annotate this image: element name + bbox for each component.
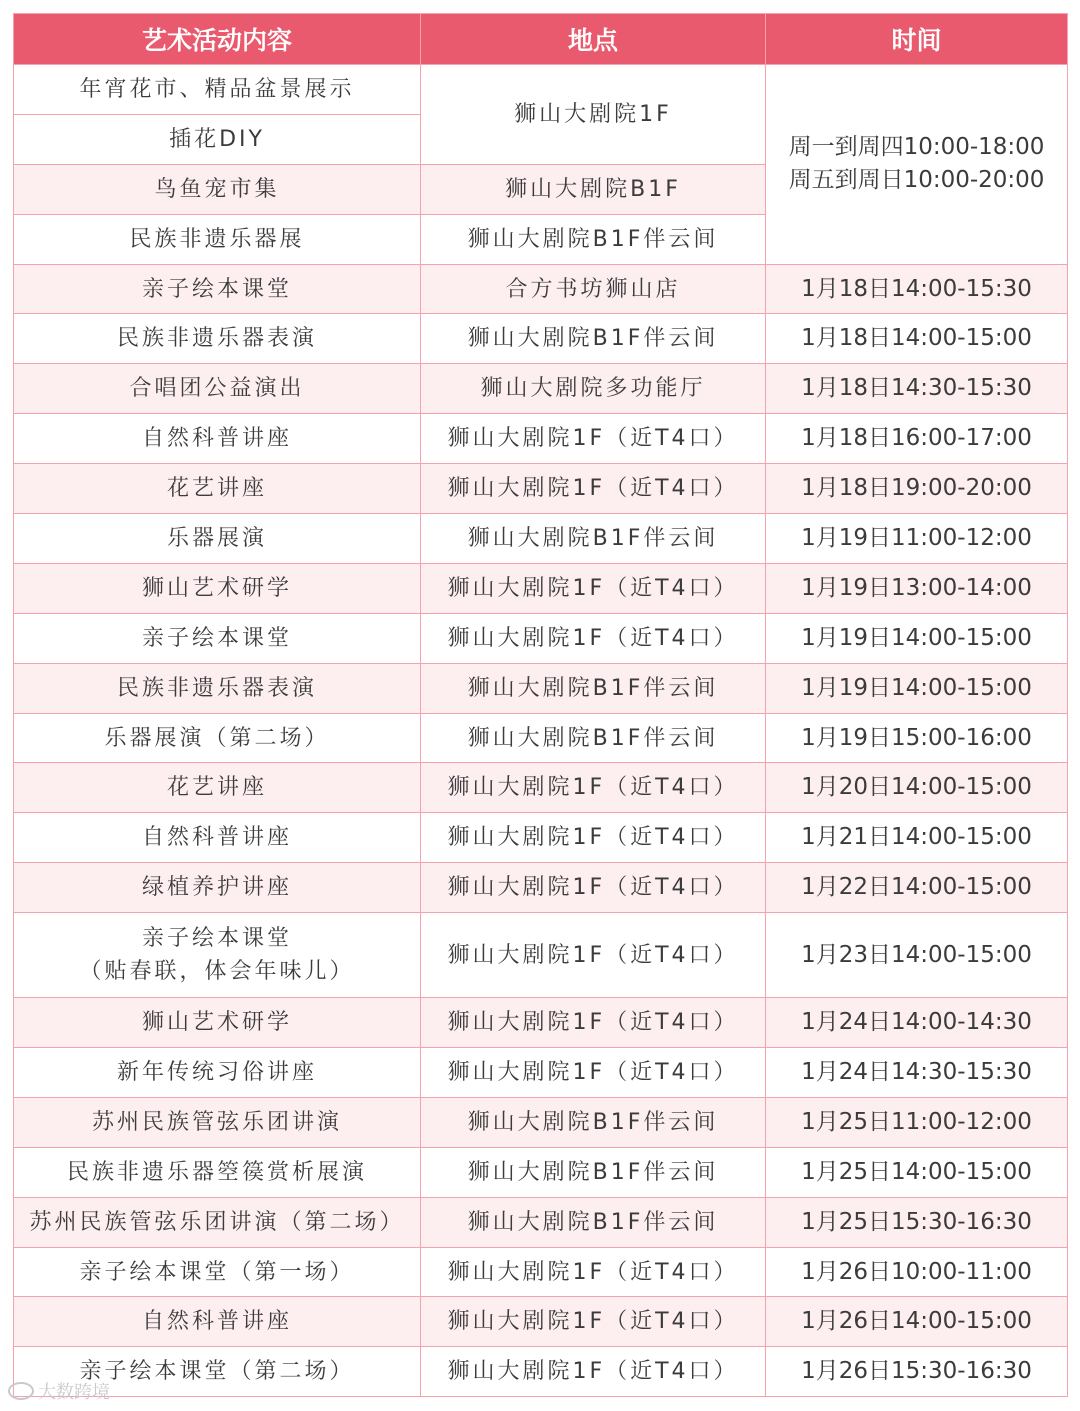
time-cell: 1月19日15:00-16:00 <box>766 713 1068 763</box>
location-cell: 狮山大剧院1F（近T4口） <box>421 563 766 613</box>
time-cell: 1月25日15:30-16:30 <box>766 1197 1068 1247</box>
table-row <box>14 1197 1068 1247</box>
activity-cell: 民族非遗乐器箜篌赏析展演 <box>14 1147 421 1197</box>
header-location: 地点 <box>421 14 766 65</box>
activity-schedule-table <box>13 13 1068 1397</box>
activity-cell: 插花DIY <box>14 114 421 164</box>
watermark <box>8 1378 110 1404</box>
activity-cell: 鸟鱼宠市集 <box>14 164 421 214</box>
table-row <box>14 1097 1068 1147</box>
time-cell: 1月19日14:00-15:00 <box>766 613 1068 663</box>
table-row <box>14 1247 1068 1297</box>
activity-cell: 乐器展演（第二场） <box>14 713 421 763</box>
table-row <box>14 913 1068 998</box>
location-cell: 狮山大剧院1F（近T4口） <box>421 1297 766 1347</box>
location-cell: 狮山大剧院B1F伴云间 <box>421 1097 766 1147</box>
location-cell: 狮山大剧院1F（近T4口） <box>421 414 766 464</box>
location-cell: 狮山大剧院B1F <box>421 164 766 214</box>
table-row <box>14 1048 1068 1098</box>
activity-cell: 年宵花市、精品盆景展示 <box>14 65 421 115</box>
time-cell: 1月24日14:00-14:30 <box>766 998 1068 1048</box>
watermark-text: 大数跨境 <box>38 1382 110 1403</box>
activity-line: 亲子绘本课堂 <box>141 926 292 952</box>
activity-cell: 新年传统习俗讲座 <box>14 1048 421 1098</box>
time-cell: 1月18日16:00-17:00 <box>766 414 1068 464</box>
table-row <box>14 813 1068 863</box>
activity-cell: 自然科普讲座 <box>14 1297 421 1347</box>
activity-cell: 狮山艺术研学 <box>14 998 421 1048</box>
table-row <box>14 364 1068 414</box>
schedule-sheet <box>13 13 1067 1397</box>
table-row <box>14 713 1068 763</box>
time-cell: 1月18日14:00-15:30 <box>766 264 1068 314</box>
time-line-weekday: 周一到周四10:00-18:00 <box>788 134 1045 161</box>
location-cell: 狮山大剧院1F <box>421 65 766 165</box>
header-time: 时间 <box>766 14 1068 65</box>
table-row <box>14 414 1068 464</box>
activity-cell: 民族非遗乐器展 <box>14 214 421 264</box>
table-row <box>14 314 1068 364</box>
activity-cell: 亲子绘本课堂（第二场） <box>14 1347 421 1397</box>
location-cell: 狮山大剧院1F（近T4口） <box>421 863 766 913</box>
location-cell: 合方书坊狮山店 <box>421 264 766 314</box>
activity-cell: 民族非遗乐器表演 <box>14 314 421 364</box>
table-row <box>14 264 1068 314</box>
activity-cell: 亲子绘本课堂（第一场） <box>14 1247 421 1297</box>
activity-cell: 花艺讲座 <box>14 464 421 514</box>
location-cell: 狮山大剧院B1F伴云间 <box>421 214 766 264</box>
location-cell: 狮山大剧院B1F伴云间 <box>421 663 766 713</box>
location-cell: 狮山大剧院1F（近T4口） <box>421 998 766 1048</box>
location-cell: 狮山大剧院1F（近T4口） <box>421 763 766 813</box>
table-row <box>14 1347 1068 1397</box>
activity-cell: 自然科普讲座 <box>14 414 421 464</box>
time-cell: 1月25日14:00-15:00 <box>766 1147 1068 1197</box>
activity-cell: 花艺讲座 <box>14 763 421 813</box>
location-cell: 狮山大剧院B1F伴云间 <box>421 1147 766 1197</box>
time-cell: 1月19日13:00-14:00 <box>766 563 1068 613</box>
table-row <box>14 563 1068 613</box>
time-cell: 1月25日11:00-12:00 <box>766 1097 1068 1147</box>
activity-cell: 自然科普讲座 <box>14 813 421 863</box>
time-cell: 1月26日15:30-16:30 <box>766 1347 1068 1397</box>
time-cell: 1月24日14:30-15:30 <box>766 1048 1068 1098</box>
activity-cell: 民族非遗乐器表演 <box>14 663 421 713</box>
table-row <box>14 863 1068 913</box>
table-row <box>14 464 1068 514</box>
activity-cell: 合唱团公益演出 <box>14 364 421 414</box>
location-cell: 狮山大剧院1F（近T4口） <box>421 813 766 863</box>
time-cell: 1月26日10:00-11:00 <box>766 1247 1068 1297</box>
time-cell: 1月20日14:00-15:00 <box>766 763 1068 813</box>
table-header-row <box>14 14 1068 65</box>
time-cell: 1月19日11:00-12:00 <box>766 514 1068 564</box>
table-row <box>14 998 1068 1048</box>
table-row <box>14 663 1068 713</box>
table-row <box>14 1147 1068 1197</box>
time-cell: 1月23日14:00-15:00 <box>766 913 1068 998</box>
table-row <box>14 613 1068 663</box>
table-row <box>14 1297 1068 1347</box>
time-cell: 1月18日14:30-15:30 <box>766 364 1068 414</box>
location-cell: 狮山大剧院1F（近T4口） <box>421 1247 766 1297</box>
location-cell: 狮山大剧院B1F伴云间 <box>421 713 766 763</box>
location-cell: 狮山大剧院1F（近T4口） <box>421 1048 766 1098</box>
time-cell <box>766 65 1068 265</box>
table-row <box>14 65 1068 115</box>
activity-line: （贴春联，体会年味儿） <box>79 959 355 985</box>
location-cell: 狮山大剧院B1F伴云间 <box>421 314 766 364</box>
location-cell: 狮山大剧院B1F伴云间 <box>421 514 766 564</box>
table-row <box>14 514 1068 564</box>
location-cell: 狮山大剧院B1F伴云间 <box>421 1197 766 1247</box>
location-cell: 狮山大剧院1F（近T4口） <box>421 464 766 514</box>
time-line-weekend: 周五到周日10:00-20:00 <box>788 167 1045 194</box>
activity-cell: 狮山艺术研学 <box>14 563 421 613</box>
activity-cell: 苏州民族管弦乐团讲演 <box>14 1097 421 1147</box>
activity-cell: 绿植养护讲座 <box>14 863 421 913</box>
time-cell: 1月21日14:00-15:00 <box>766 813 1068 863</box>
location-cell: 狮山大剧院多功能厅 <box>421 364 766 414</box>
time-cell: 1月18日19:00-20:00 <box>766 464 1068 514</box>
activity-cell: 苏州民族管弦乐团讲演（第二场） <box>14 1197 421 1247</box>
location-cell: 狮山大剧院1F（近T4口） <box>421 613 766 663</box>
time-cell: 1月26日14:00-15:00 <box>766 1297 1068 1347</box>
header-activity: 艺术活动内容 <box>14 14 421 65</box>
time-cell: 1月19日14:00-15:00 <box>766 663 1068 713</box>
activity-cell: 乐器展演 <box>14 514 421 564</box>
time-cell: 1月18日14:00-15:00 <box>766 314 1068 364</box>
location-cell: 狮山大剧院1F（近T4口） <box>421 913 766 998</box>
table-row <box>14 763 1068 813</box>
activity-cell: 亲子绘本课堂 <box>14 264 421 314</box>
time-cell: 1月22日14:00-15:00 <box>766 863 1068 913</box>
activity-cell: 亲子绘本课堂 <box>14 613 421 663</box>
weibo-icon <box>8 1382 34 1400</box>
activity-cell <box>14 913 421 998</box>
location-cell: 狮山大剧院1F（近T4口） <box>421 1347 766 1397</box>
